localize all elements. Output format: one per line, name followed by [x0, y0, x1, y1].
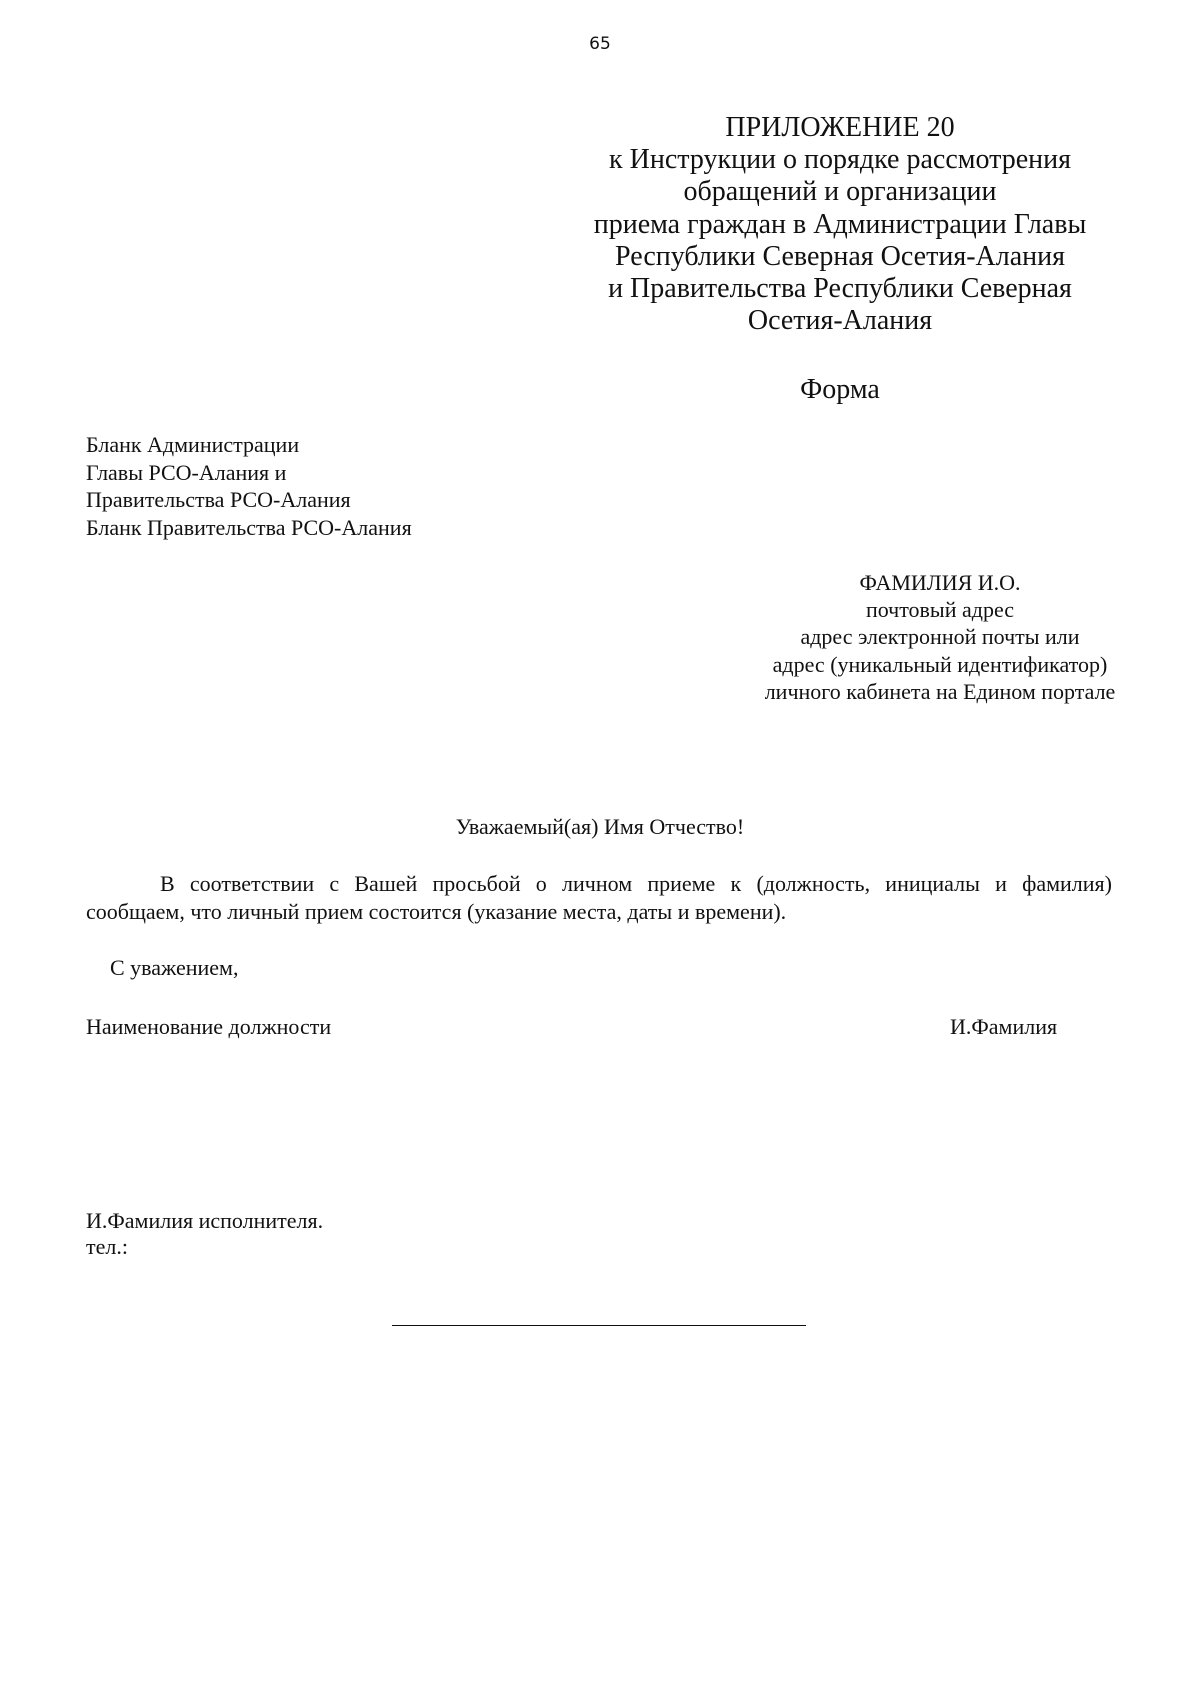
appendix-line: приема граждан в Администрации Главы [593, 208, 1087, 240]
appendix-header [580, 112, 1100, 337]
appendix-line: Осетия-Алания [747, 305, 933, 337]
addressee-line: личного кабинета на Едином портале [764, 678, 1116, 704]
addressee-line: адрес электронной почты или [800, 624, 1080, 650]
addressee-block [700, 569, 1180, 705]
footer-divider [392, 1325, 806, 1326]
addressee-line: адрес (уникальный идентификатор) [772, 651, 1108, 677]
signatory-name: И.Фамилия [950, 1014, 1058, 1039]
page-number: 65 [589, 34, 611, 54]
letterhead-line: Правительства РСО-Алания [86, 487, 351, 512]
appendix-line: Республики Северная Осетия-Алания [615, 240, 1065, 272]
letter-body-line: В соответствии с Вашей просьбой о личном приеме к (должность, инициалы и фамилия) [160, 871, 1112, 896]
letterhead-line: Главы РСО-Алания и [86, 459, 287, 485]
executor-phone: тел.: [86, 1234, 128, 1259]
appendix-line: к Инструкции о порядке рассмотрения [609, 144, 1071, 176]
letterhead-line: Бланк Правительства РСО-Алания [86, 514, 412, 540]
executor-name: И.Фамилия исполнителя. [86, 1208, 324, 1233]
letterhead-block [86, 431, 412, 541]
form-label: Форма [800, 374, 880, 405]
letterhead-line: Бланк Администрации [86, 432, 300, 457]
letter-body [86, 870, 1112, 926]
position-title: Наименование должности [86, 1014, 332, 1039]
appendix-title: ПРИЛОЖЕНИЕ 20 [725, 112, 955, 143]
appendix-line: и Правительства Республики Северная [608, 273, 1072, 305]
appendix-line: обращений и организации [683, 176, 997, 208]
addressee-line: почтовый адрес [865, 597, 1015, 623]
addressee-name: ФАМИЛИЯ И.О. [859, 570, 1021, 595]
executor-block [86, 1208, 323, 1260]
salutation: Уважаемый(ая) Имя Отчество! [455, 814, 745, 839]
closing: С уважением, [110, 955, 239, 980]
letter-body-line: сообщаем, что личный прием состоится (указание места, даты и времени). [86, 899, 787, 924]
